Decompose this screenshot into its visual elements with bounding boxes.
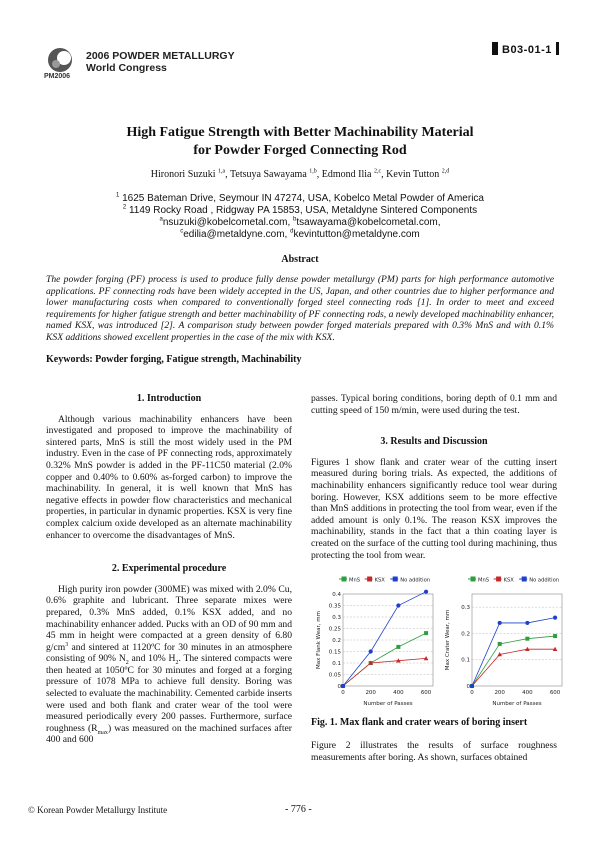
x-tick-label: 0 xyxy=(470,690,474,696)
x-axis-label: Number of Passes xyxy=(492,701,542,707)
x-tick-label: 0 xyxy=(341,690,345,696)
experimental-text: High purity iron powder (300ME) was mixed with 2.0% Cu, 0.6% graphite and lubricant. Three separate mixes were prepared, 0.3% MnS added, 0.1% KSX added, and no machinability enhancer added. Pucks with an OD of 90 mm and 45 mm in height were compacted at a green density of 6.80 $g/cm^3$ and sintered at 1120ºC for 30 minutes in an atmosphere consisting of 90% $N_2$ and 10% $H_2$. The sintered compacts were then heated at 1050ºC for 30 minutes and forged at a forging pressure of 1078 MPa to achieve full density. Boring was selected to evaluate the machinability. Cemented carbide inserts were used and both flank and crater wear of the tool were measured periodically every 200 passes. Furthermore, surface roughness $(R_{max})$ was measured on the machined surfaces after 400 and 600 xyxy=(46,583,292,746)
data-point xyxy=(470,684,474,688)
affiliations: $^1$ 1625 Bateman Drive, Seymour IN 47274, USA, Kobelco Metal Powder of America $^2$ 1149 Rocky Road , Ridgway PA 15853, USA, Metaldyne Sintered Components $^a$nsuzuki@kobelcometal.com, $^b$tsawayama@kobelcometal.com, $^c$edilia@metaldyne.com, $^d$kevintutton@metaldyne.com xyxy=(116,192,484,240)
y-tick-label: 0.4 xyxy=(332,592,341,598)
crater-wear-chart xyxy=(440,570,568,708)
y-tick-label: 0.1 xyxy=(332,661,341,667)
y-axis-label: Max Crater Wear, mm xyxy=(445,609,451,671)
right-column xyxy=(311,393,557,561)
data-point xyxy=(525,621,529,625)
y-tick-label: 0.1 xyxy=(461,657,470,664)
y-tick-label: 0.05 xyxy=(328,672,341,679)
data-point xyxy=(341,684,345,688)
paper-code: B03-01-1 xyxy=(492,42,559,56)
right-column-after-figure xyxy=(311,740,557,763)
abstract-text: The powder forging (PF) process is used to produce fully dense powder metallurgy (PM) parts for high performance automotive applications. PF connecting rods have been widely accepted in the US, Japan, and other countries due to higher performance and lower manufacturing costs when compared to conventionally forged steel connecting rods [1]. In order to meet and exceed requirements for higher fatigue strength and better machinability of PF connecting rods, a newly developed machinability enhancer, named KSX, was introduced [2]. A comparison study between powder forged materials prepared with 0.3% MnS and with 0.1% KSX additions showed excellent properties in the case of the mix with KSX. xyxy=(46,274,555,343)
legend-entry xyxy=(519,577,559,584)
y-tick-label: 0.3 xyxy=(332,615,341,621)
x-tick-label: 200 xyxy=(494,690,505,696)
section-heading-results: 3. Results and Discussion xyxy=(380,436,488,448)
abstract-heading: Abstract xyxy=(281,254,319,265)
y-tick-label: 0.15 xyxy=(328,649,341,656)
x-tick-label: 600 xyxy=(420,690,432,696)
plot-area xyxy=(343,594,433,686)
pm2006-logo-icon xyxy=(47,47,73,73)
x-axis-label: Number of Passes xyxy=(363,701,413,707)
data-point xyxy=(498,642,502,646)
legend-marker xyxy=(522,577,527,582)
data-point xyxy=(424,631,428,635)
legend-label: No addition xyxy=(529,577,560,584)
data-point xyxy=(424,590,428,594)
legend-entry xyxy=(365,577,386,584)
author-name: Edmond Ilia xyxy=(321,169,372,180)
data-point xyxy=(498,621,502,625)
data-point xyxy=(396,645,400,649)
introduction-text: Although various machinability enhancers have been investigated and proposed to improve the machinability of sintered parts, MnS is still the most widely used in the PM industry. Even in the case of PF connecting rods, approximately 0.32% MnS powder is added in the PF-11C50 material (2.0% copper and 0.40% to 0.60% as-forged carbon) to improve the machinability. In general, it is well known that MnS has negative effects in powder flow characteristics and mechanical properties, in particular in dynamic properties. KSX is very fine complex calcium oxide developed as an alternate machinability enhancer to overcome the disadvantages of MnS. xyxy=(46,413,292,541)
section-heading-introduction: 1. Introduction xyxy=(136,393,202,404)
legend-label: MnS xyxy=(349,577,361,584)
legend-label: KSX xyxy=(374,577,385,584)
left-column xyxy=(46,393,292,746)
legend-marker xyxy=(496,577,501,582)
legend-entry xyxy=(494,577,515,584)
data-point xyxy=(553,616,557,620)
legend-entry xyxy=(390,577,430,584)
logo-text: PM2006 xyxy=(44,73,71,80)
legend-marker xyxy=(471,577,476,582)
conference-name: 2006 POWDER METALLURGY World Congress xyxy=(86,50,235,74)
surface-roughness-text: Figure 2 illustrates the results of surface roughness measurements after boring. As shown, surfaces obtained xyxy=(311,740,557,763)
y-tick-label: 0.35 xyxy=(328,603,341,610)
x-tick-label: 400 xyxy=(393,690,404,696)
paper-title: High Fatigue Strength with Better Machinability Material for Powder Forged Connecting Rod xyxy=(126,125,474,158)
x-tick-label: 400 xyxy=(522,690,533,696)
author-name: Tetsuya Sawayama xyxy=(229,169,307,180)
data-point xyxy=(369,649,373,653)
y-tick-label: 0.3 xyxy=(461,605,470,612)
keywords: Keywords: Powder forging, Fatigue strength, Machinability xyxy=(46,354,302,365)
plot-area xyxy=(472,594,562,686)
legend-entry xyxy=(339,577,360,584)
y-tick-label: 0 xyxy=(337,684,341,690)
footer-copyright: © Korean Powder Metallurgy Institute xyxy=(28,805,168,815)
legend-entry xyxy=(468,577,489,584)
figure-caption: Fig. 1. Max flank and crater wears of boring insert xyxy=(311,717,528,728)
y-tick-label: 0.2 xyxy=(461,631,470,638)
y-tick-label: 0.25 xyxy=(328,626,341,633)
y-tick-label: 0.2 xyxy=(332,638,341,644)
experimental-text-continued: passes. Typical boring conditions, boring depth of 0.1 mm and cutting speed of 150 m/min, were used during the test. xyxy=(311,393,557,416)
legend-marker xyxy=(367,577,372,582)
author-list: Hironori Suzuki $^{1,a}$, Tetsuya Sawayama $^{1,b}$, Edmond Ilia $^{2,c}$, Kevin Tutton $^{2,d}$ xyxy=(150,168,450,180)
x-tick-label: 200 xyxy=(365,690,376,696)
section-heading-experimental: 2. Experimental procedure xyxy=(111,563,227,575)
data-point xyxy=(525,637,529,641)
flank-wear-chart xyxy=(311,570,439,708)
legend-label: No addition xyxy=(400,577,431,584)
x-tick-label: 600 xyxy=(549,690,561,696)
data-point xyxy=(553,634,557,638)
page-number: - 776 - xyxy=(285,804,312,815)
results-text: Figures 1 show flank and crater wear of the cutting insert measured during boring trials. As expected, the additions of machinability enhancers significantly reduce tool wear during boring. However, KSX additions seem to be more effective than MnS additions in protecting the tool from wear, even if the added amount is only 0.1%. The reason KSX improves the machinability, stands in the fact that a thin coating layer is created on the surface of the cutting tool during machining, thus protecting the tool from wear. xyxy=(311,456,557,561)
legend-marker xyxy=(342,577,347,582)
legend-marker xyxy=(393,577,398,582)
author-name: Kevin Tutton xyxy=(386,169,440,180)
legend-label: MnS xyxy=(478,577,490,584)
y-axis-label: Max Flank Wear, mm xyxy=(316,611,322,669)
legend-label: KSX xyxy=(503,577,514,584)
author-name: Hironori Suzuki xyxy=(150,169,216,180)
y-tick-label: 0 xyxy=(466,684,470,690)
data-point xyxy=(396,603,400,607)
